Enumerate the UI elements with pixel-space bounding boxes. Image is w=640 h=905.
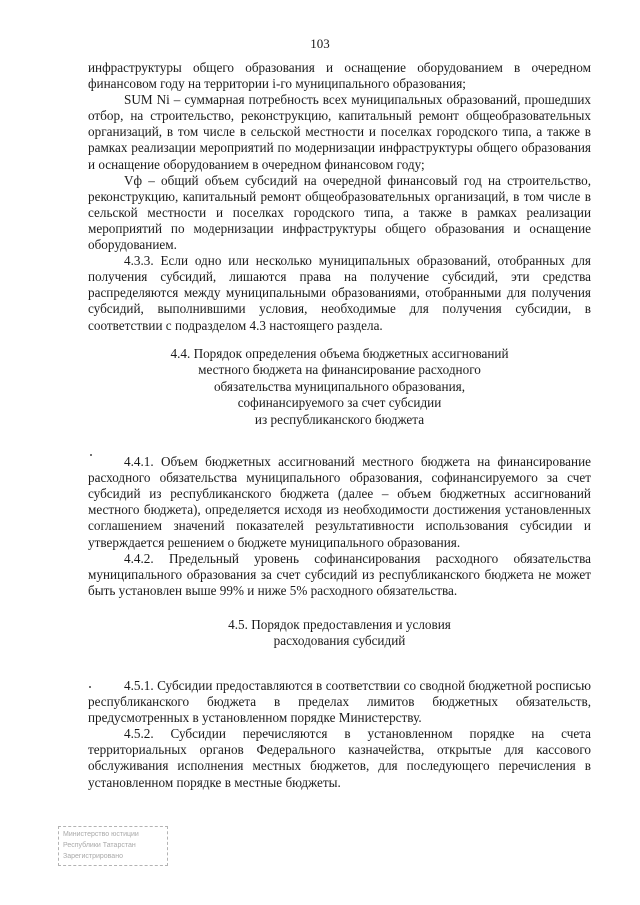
registration-stamp [58,826,168,866]
section-heading-4-4 [88,346,591,429]
page-number: 103 [310,36,330,51]
paragraph: инфраструктуры общего образования и оснащение оборудованием в очередном финансовом году на территории i-го муниципального образования; [88,60,591,92]
stamp-line: Зарегистрировано [63,853,123,860]
heading-line: обязательства муниципального образования, [213,378,466,394]
section-bottom [88,678,591,791]
section-heading-4-5 [88,617,591,650]
heading-line: расходования субсидий [273,633,406,649]
section-top [88,60,591,334]
heading-line: из республиканского бюджета [254,411,425,427]
document-body [88,60,591,791]
paragraph: 4.5.1. Субсидии предоставляются в соответствии со сводной бюджетной росписью республиканского бюджета в пределах лимитов бюджетных обязательств, предусмотренных в установленном порядке Министерству. [88,677,591,726]
paragraph: 4.4.2. Предельный уровень софинансирования расходного обязательства муниципального образования за счет субсидий из республиканского бюджета не может быть установлен выше 99% и ниже 5% расходного обязательства. [88,550,591,598]
stamp-line: Республики Татарстан [63,842,136,849]
heading-line: местного бюджета на финансирование расходного [198,362,481,378]
stamp-line: Министерство юстиции [63,831,139,838]
section-middle [88,454,591,599]
paragraph: SUM Ni – суммарная потребность всех муниципальных образований, прошедших отбор, на строительство, реконструкцию, капитальный ремонт общеобразовательных организаций, в том числе в сельской местности и поселках городского типа, а также в рамках реализации мероприятий по модернизации инфраструктуры общего образования и оснащение оборудованием в очередном финансовом году; [88,92,591,172]
paragraph: 4.3.3. Если одно или несколько муниципальных образований, отобранных для получения субсидий, лишаются права на получение субсидий, эти средства распределяются между муниципальными образованиями, отобранными для получения субсидий, выполнившими условия, необходимые для получения субсидии, в соответствии с подразделом 4.3 настоящего раздела. [88,253,591,333]
heading-line: 4.5. Порядок предоставления и условия [228,616,451,632]
heading-line: софинансируемого за счет субсидии [237,395,442,411]
paragraph: 4.5.2. Субсидии перечисляются в установленном порядке на счета территориальных органов Федерального казначейства, открытые для кассового обслуживания исполнения местных бюджетов, для последующего перечисления в установленном порядке в местные бюджеты. [88,726,591,790]
paragraph: Vф – общий объем субсидий на очередной финансовый год на строительство, реконструкцию, капитальный ремонт общеобразовательных организаций, в том числе в сельской местности и поселках городского типа, а также в рамках реализации мероприятий по модернизации инфраструктуры общего образования и оснащение оборудованием. [88,172,591,253]
paragraph: 4.4.1. Объем бюджетных ассигнований местного бюджета на финансирование расходного обязательства муниципального образования, софинансируемого за счет субсидий из республиканского бюджета (далее – объем бюджетных ассигнований местного бюджета), определяется исходя из необходимости достижения установленных соглашением значений показателей результативности использования субсидии и утверждается решением о бюджете муниципального образования. [88,454,591,550]
scan-speck [89,686,91,688]
scan-speck [90,454,92,456]
heading-line: 4.4. Порядок определения объема бюджетных ассигнований [170,345,509,361]
